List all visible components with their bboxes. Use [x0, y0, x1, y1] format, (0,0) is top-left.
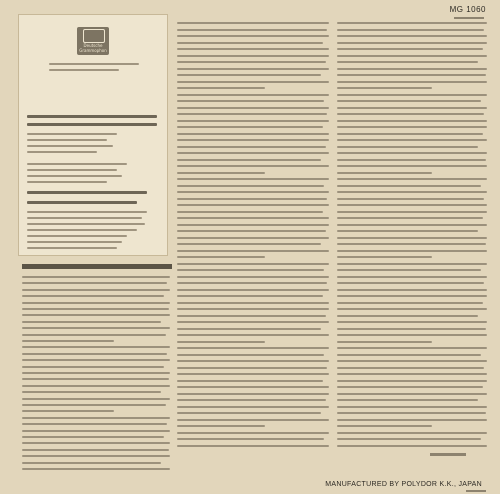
text-line — [22, 295, 164, 297]
manufacturer-footer: MANUFACTURED BY POLYDOR K.K., JAPAN — [325, 481, 482, 488]
text-line — [337, 68, 487, 70]
text-line — [177, 360, 329, 362]
text-line — [337, 263, 487, 265]
text-line — [177, 87, 265, 89]
text-line — [22, 340, 114, 342]
text-line — [177, 399, 326, 401]
text-line — [337, 133, 483, 135]
text-line — [22, 282, 167, 284]
translator-credit — [430, 453, 466, 456]
label-text-line — [27, 175, 122, 177]
text-line — [337, 438, 481, 440]
text-line — [177, 42, 323, 44]
text-line — [177, 165, 329, 167]
text-line — [337, 126, 487, 128]
text-line — [337, 380, 487, 382]
text-line — [337, 315, 478, 317]
text-line — [337, 120, 487, 122]
text-line — [177, 81, 329, 83]
text-line — [22, 327, 170, 329]
text-line — [22, 430, 170, 432]
text-line — [337, 256, 432, 258]
text-line — [337, 159, 486, 161]
text-line — [337, 243, 486, 245]
text-line — [177, 289, 329, 291]
text-line — [337, 347, 487, 349]
text-line — [22, 314, 170, 316]
text-line — [337, 113, 484, 115]
label-text-line — [27, 223, 145, 225]
text-line — [177, 250, 329, 252]
text-line — [177, 341, 265, 343]
text-line — [337, 269, 481, 271]
text-line — [337, 282, 484, 284]
text-line — [177, 282, 327, 284]
record-label-box — [18, 14, 168, 256]
text-line — [177, 243, 321, 245]
text-line — [22, 378, 169, 380]
label-text-line — [27, 241, 122, 243]
text-line — [177, 55, 329, 57]
label-text-line — [27, 151, 97, 153]
text-line — [22, 276, 170, 278]
text-line — [337, 55, 487, 57]
label-text-line — [27, 115, 157, 118]
text-line — [337, 399, 478, 401]
text-line — [22, 404, 166, 406]
text-line — [177, 217, 329, 219]
text-line — [22, 462, 161, 464]
text-line — [337, 295, 487, 297]
text-line — [337, 354, 481, 356]
label-text-line — [27, 211, 147, 213]
text-line — [337, 302, 483, 304]
text-line — [177, 295, 323, 297]
text-line — [177, 406, 329, 408]
text-line — [22, 455, 170, 457]
text-line — [22, 346, 170, 348]
text-line — [177, 354, 324, 356]
text-line — [177, 263, 329, 265]
text-line — [177, 107, 329, 109]
text-line — [177, 113, 327, 115]
text-line — [177, 133, 329, 135]
text-line — [177, 29, 327, 31]
text-line — [22, 436, 164, 438]
text-line — [177, 347, 329, 349]
text-line — [22, 289, 170, 291]
text-line — [337, 204, 487, 206]
text-line — [337, 61, 478, 63]
text-line — [22, 366, 164, 368]
text-line — [177, 386, 329, 388]
text-line — [337, 432, 487, 434]
text-line — [22, 442, 170, 444]
text-line — [337, 412, 486, 414]
label-text-line — [27, 201, 137, 204]
text-line — [337, 237, 487, 239]
text-line — [22, 321, 161, 323]
text-line — [22, 468, 170, 470]
text-line — [22, 372, 170, 374]
text-line — [337, 406, 487, 408]
text-line — [337, 217, 483, 219]
catalog-subcode — [454, 17, 484, 19]
text-line — [337, 29, 484, 31]
text-line — [337, 386, 483, 388]
text-line — [177, 178, 329, 180]
text-line — [177, 94, 329, 96]
text-line — [22, 302, 170, 304]
text-line — [337, 146, 478, 148]
text-line — [177, 120, 329, 122]
text-line — [177, 68, 329, 70]
text-line — [177, 373, 329, 375]
text-line — [337, 35, 487, 37]
text-line — [177, 224, 329, 226]
text-line — [177, 139, 329, 141]
text-line — [177, 172, 265, 174]
text-line — [337, 48, 483, 50]
text-line — [177, 211, 323, 213]
text-line — [177, 61, 326, 63]
text-line — [177, 152, 329, 154]
text-line — [337, 393, 487, 395]
text-line — [177, 204, 329, 206]
text-line — [337, 328, 486, 330]
text-line — [22, 449, 169, 451]
text-line — [337, 334, 487, 336]
section-heading — [22, 264, 172, 269]
notes-column-left — [22, 276, 170, 476]
text-line — [337, 152, 487, 154]
text-line — [177, 237, 329, 239]
deutsche-grammophon-logo-icon: Deutsche Grammophon — [77, 27, 109, 55]
text-line — [177, 126, 323, 128]
label-text-line — [27, 133, 117, 135]
text-line — [22, 308, 169, 310]
text-line — [177, 380, 323, 382]
text-line — [177, 22, 329, 24]
text-line — [22, 410, 114, 412]
label-text-line — [27, 169, 117, 171]
text-line — [337, 224, 487, 226]
text-line — [177, 191, 329, 193]
text-line — [177, 393, 329, 395]
label-text-line — [27, 181, 107, 183]
label-text-line — [27, 247, 117, 249]
label-text-line — [49, 63, 139, 65]
text-line — [177, 321, 329, 323]
label-text-line — [27, 145, 113, 147]
text-line — [22, 398, 170, 400]
text-line — [337, 341, 432, 343]
text-line — [337, 42, 487, 44]
text-line — [337, 250, 487, 252]
text-line — [177, 100, 324, 102]
text-line — [337, 360, 487, 362]
label-text-line — [27, 191, 147, 194]
text-line — [337, 373, 487, 375]
text-line — [337, 100, 481, 102]
text-line — [177, 48, 329, 50]
text-line — [22, 353, 167, 355]
text-line — [337, 367, 484, 369]
notes-column-right — [337, 22, 487, 452]
text-line — [22, 417, 170, 419]
text-line — [177, 419, 329, 421]
label-text-line — [49, 69, 119, 71]
footer-code — [466, 490, 486, 492]
label-text-line — [27, 235, 127, 237]
text-line — [337, 74, 486, 76]
text-line — [337, 276, 487, 278]
text-line — [22, 334, 166, 336]
text-line — [22, 385, 170, 387]
text-line — [337, 172, 432, 174]
text-line — [177, 432, 329, 434]
text-line — [337, 139, 487, 141]
text-line — [22, 423, 167, 425]
text-line — [177, 256, 265, 258]
label-text-line — [27, 139, 107, 141]
text-line — [337, 211, 487, 213]
text-line — [337, 191, 487, 193]
text-line — [177, 438, 324, 440]
text-line — [177, 185, 324, 187]
text-line — [22, 391, 161, 393]
text-line — [337, 178, 487, 180]
text-line — [177, 269, 324, 271]
text-line — [177, 412, 321, 414]
text-line — [177, 445, 329, 447]
text-line — [337, 308, 487, 310]
text-line — [177, 74, 321, 76]
catalog-number: MG 1060 — [449, 5, 486, 14]
label-text-line — [27, 217, 142, 219]
text-line — [337, 445, 487, 447]
text-line — [177, 146, 326, 148]
text-line — [177, 425, 265, 427]
text-line — [177, 302, 329, 304]
text-line — [177, 315, 326, 317]
text-line — [337, 87, 432, 89]
text-line — [177, 367, 327, 369]
text-line — [337, 230, 478, 232]
label-text-line — [27, 163, 127, 165]
text-line — [337, 321, 487, 323]
text-line — [337, 22, 487, 24]
text-line — [177, 230, 326, 232]
text-line — [177, 276, 329, 278]
notes-column-middle — [177, 22, 329, 452]
text-line — [337, 165, 487, 167]
text-line — [177, 334, 329, 336]
text-line — [177, 159, 321, 161]
text-line — [337, 185, 481, 187]
label-text-line — [27, 123, 157, 126]
text-line — [337, 94, 487, 96]
text-line — [337, 107, 487, 109]
text-line — [177, 308, 329, 310]
text-line — [337, 81, 487, 83]
text-line — [337, 419, 487, 421]
label-text-line — [27, 229, 137, 231]
text-line — [337, 289, 487, 291]
text-line — [177, 198, 327, 200]
text-line — [22, 359, 170, 361]
text-line — [177, 35, 329, 37]
text-line — [337, 425, 432, 427]
text-line — [337, 198, 484, 200]
text-line — [177, 328, 321, 330]
